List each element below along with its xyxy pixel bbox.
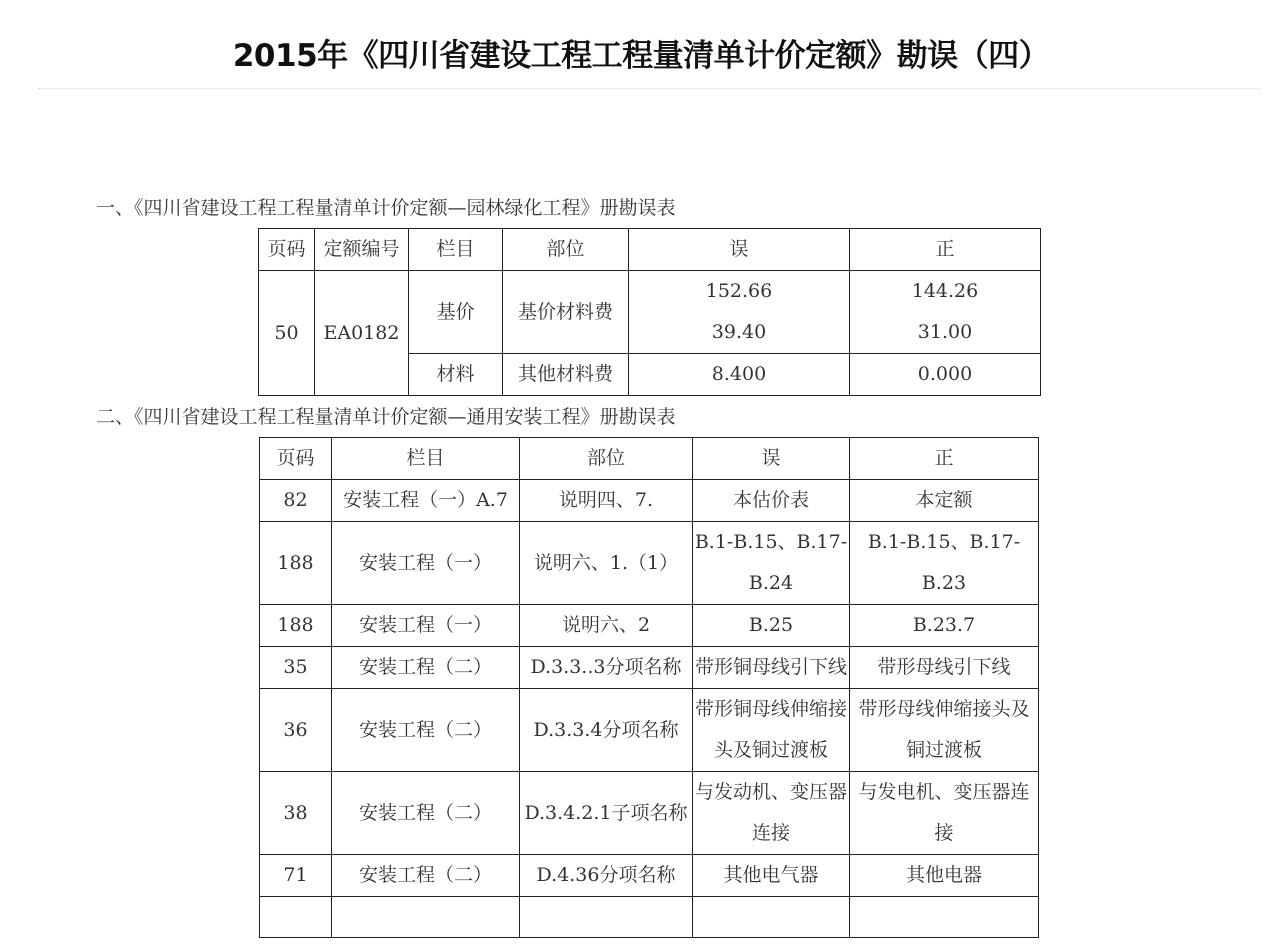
cell-correct: 带形母线伸缩接头及铜过渡板	[850, 689, 1039, 772]
cell-wrong: 带形铜母线引下线	[693, 647, 850, 689]
table-row	[260, 855, 1039, 897]
cell-wrong: 带形铜母线伸缩接头及铜过渡板	[693, 689, 850, 772]
cell-page: 82	[260, 480, 332, 522]
cell-part: D.3.4.2.1子项名称	[520, 772, 693, 855]
header-part: 部位	[503, 229, 629, 271]
landscape-errata-table	[258, 228, 1041, 396]
cell-column: 安装工程（一）	[332, 522, 520, 605]
cell-column: 安装工程（一）A.7	[332, 480, 520, 522]
table-row	[260, 480, 1039, 522]
cell-correct: 本定额	[850, 480, 1039, 522]
cell-wrong: 与发动机、变压器连接	[693, 772, 850, 855]
table-row	[260, 647, 1039, 689]
header-code: 定额编号	[315, 229, 409, 271]
cell-part: D.4.36分项名称	[520, 855, 693, 897]
page-title: 2015年《四川省建设工程工程量清单计价定额》勘误（四）	[232, 38, 1050, 74]
cell-wrong: B.25	[693, 605, 850, 647]
header-column: 栏目	[409, 229, 503, 271]
cell-page	[260, 897, 332, 938]
table-row	[260, 605, 1039, 647]
cell-correct: 与发电机、变压器连接	[850, 772, 1039, 855]
cell-correct: 其他电器	[850, 855, 1039, 897]
table-row	[260, 689, 1039, 772]
cell-column: 安装工程（一）	[332, 605, 520, 647]
section1-heading: 一、《四川省建设工程工程量清单计价定额—园林绿化工程》册勘误表	[96, 197, 676, 219]
cell-column: 安装工程（二）	[332, 855, 520, 897]
header-page: 页码	[259, 229, 315, 271]
section2-heading: 二、《四川省建设工程工程量清单计价定额—通用安装工程》册勘误表	[96, 406, 676, 428]
cell-correct: B.1-B.15、B.17-B.23	[850, 522, 1039, 605]
cell-correct	[850, 897, 1039, 938]
cell-correct: B.23.7	[850, 605, 1039, 647]
cell-wrong	[629, 271, 850, 354]
cell-part: D.3.3..3分项名称	[520, 647, 693, 689]
cell-correct: 带形母线引下线	[850, 647, 1039, 689]
installation-errata-table	[259, 437, 1039, 938]
table-header-row	[259, 229, 1041, 271]
cell-column	[332, 897, 520, 938]
cell-page: 36	[260, 689, 332, 772]
cell-column: 安装工程（二）	[332, 772, 520, 855]
cell-column: 材料	[409, 354, 503, 396]
cell-part: 说明六、1.（1）	[520, 522, 693, 605]
wrong-value: 152.66	[705, 280, 773, 302]
header-wrong: 误	[693, 438, 850, 480]
cell-correct: 0.000	[850, 354, 1041, 396]
cell-correct	[850, 271, 1041, 354]
header-column: 栏目	[332, 438, 520, 480]
cell-page: 35	[260, 647, 332, 689]
cell-wrong	[693, 897, 850, 938]
cell-page: 38	[260, 772, 332, 855]
correct-value: 31.00	[917, 321, 973, 343]
correct-value: 144.26	[911, 280, 979, 302]
cell-column: 基价	[409, 271, 503, 354]
cell-part: 说明四、7.	[520, 480, 693, 522]
cell-wrong: 本估价表	[693, 480, 850, 522]
header-correct: 正	[850, 438, 1039, 480]
cell-page: 188	[260, 605, 332, 647]
cell-page: 71	[260, 855, 332, 897]
wrong-value: 39.40	[711, 321, 767, 343]
table-row	[260, 897, 1039, 938]
table-row	[260, 772, 1039, 855]
table-row	[260, 522, 1039, 605]
cell-wrong: B.1-B.15、B.17-B.24	[693, 522, 850, 605]
cell-code: EA0182	[315, 271, 409, 396]
cell-part: 基价材料费	[503, 271, 629, 354]
cell-part: D.3.3.4分项名称	[520, 689, 693, 772]
cell-page: 50	[259, 271, 315, 396]
header-wrong: 误	[629, 229, 850, 271]
cell-wrong: 其他电气器	[693, 855, 850, 897]
header-part: 部位	[520, 438, 693, 480]
cell-column: 安装工程（二）	[332, 689, 520, 772]
cell-page: 188	[260, 522, 332, 605]
header-page: 页码	[260, 438, 332, 480]
header-correct: 正	[850, 229, 1041, 271]
cell-part: 其他材料费	[503, 354, 629, 396]
cell-column: 安装工程（二）	[332, 647, 520, 689]
title-divider	[38, 88, 1260, 89]
table-header-row	[260, 438, 1039, 480]
cell-wrong: 8.400	[629, 354, 850, 396]
cell-part: 说明六、2	[520, 605, 693, 647]
cell-part	[520, 897, 693, 938]
